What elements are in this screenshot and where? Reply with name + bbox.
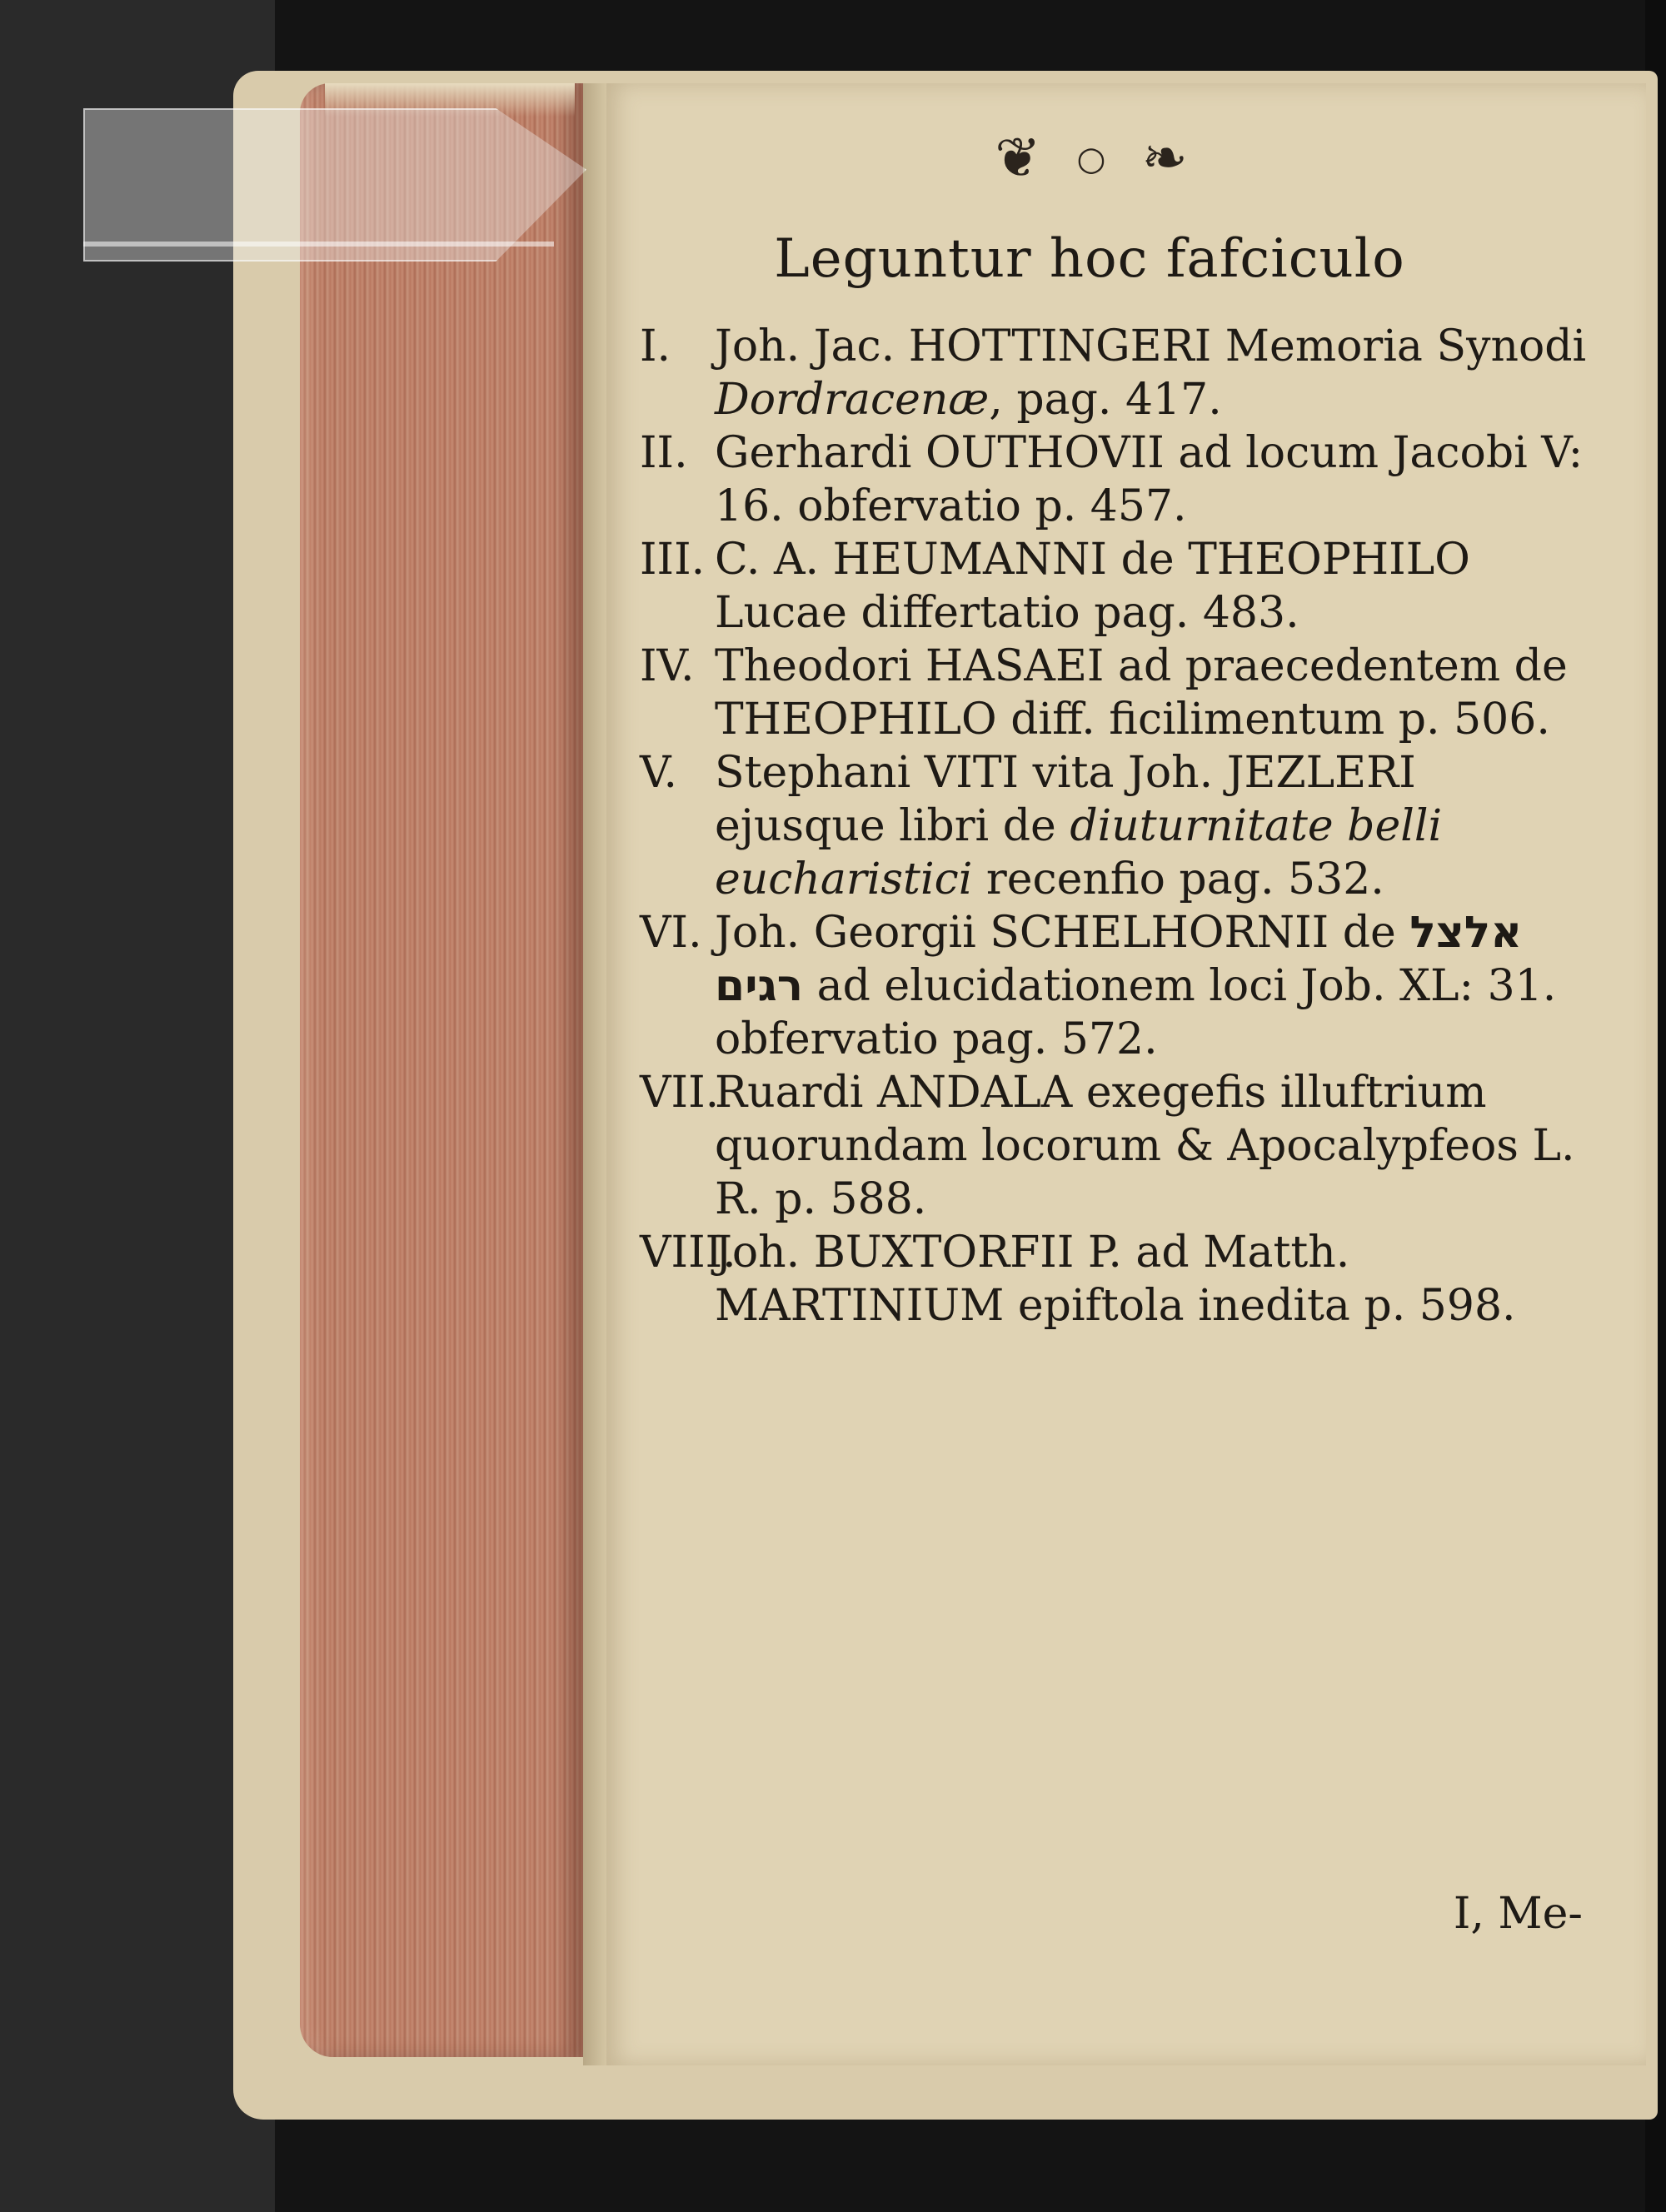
ornament-right-icon: ❧ [1141, 126, 1193, 190]
bookmark-strip [83, 108, 586, 262]
page-gutter [583, 83, 608, 2065]
header-ornament [590, 117, 1598, 200]
entry-number: II. [640, 428, 688, 478]
entry-number: I. [640, 321, 671, 371]
bookmark-edge [83, 242, 554, 247]
list-item [640, 906, 1598, 1066]
ornament-circle-icon: ○ [1076, 140, 1111, 178]
entry-text: C. A. HEUMANNI de THEOPHILO Lucae differtatio pag. 483. [715, 535, 1470, 638]
list-item [640, 1066, 1598, 1226]
list-item [640, 426, 1598, 533]
entry-text: Joh. BUXTORFII P. ad Matth. MARTINIUM epiftola inedita p. 598. [715, 1228, 1516, 1331]
entry-number: VI. [640, 908, 702, 958]
list-item [640, 1226, 1598, 1333]
entry-text: Gerhardi OUTHOVII ad locum Jacobi V: 16. obfervatio p. 457. [715, 428, 1584, 531]
list-item [640, 640, 1598, 746]
list-item [640, 320, 1598, 426]
entry-text: Stephani VITI vita Joh. JEZLERI ejusque libri de diuturnitate belli eucharistici recenfio pag. 532. [715, 748, 1443, 904]
entry-number: VII. [640, 1068, 720, 1118]
entry-number: IV. [640, 641, 695, 691]
entry-number: V. [640, 748, 677, 798]
contents-list [640, 320, 1598, 1333]
entry-number: III. [640, 535, 706, 585]
entry-text: Joh. Georgii SCHELHORNII de אלצל רגים ad elucidationem loci Job. XL: 31. obfervatio pag. 572. [715, 908, 1557, 1064]
catchword: I, Me- [1453, 1889, 1583, 1939]
entry-text: Theodori HASAEI ad praecedentem de THEOPHILO diff. ficilimentum p. 506. [715, 641, 1568, 745]
entry-text: Ruardi ANDALA exegefis illuftrium quorundam locorum & Apocalypfeos L. R. p. 588. [715, 1068, 1575, 1224]
entry-number: VIII. [640, 1228, 736, 1278]
page-content [640, 117, 1598, 1333]
entry-text: Joh. Jac. HOTTINGERI Memoria Synodi Dordracenæ, pag. 417. [715, 321, 1587, 425]
list-item [640, 746, 1598, 906]
page-title: Leguntur hoc fafciculo [774, 228, 1405, 290]
page-edges [300, 83, 583, 2057]
list-item [640, 533, 1598, 640]
hebrew-text: אלצל רגים [715, 908, 1523, 1011]
ornament-left-icon: ❦ [995, 126, 1046, 190]
